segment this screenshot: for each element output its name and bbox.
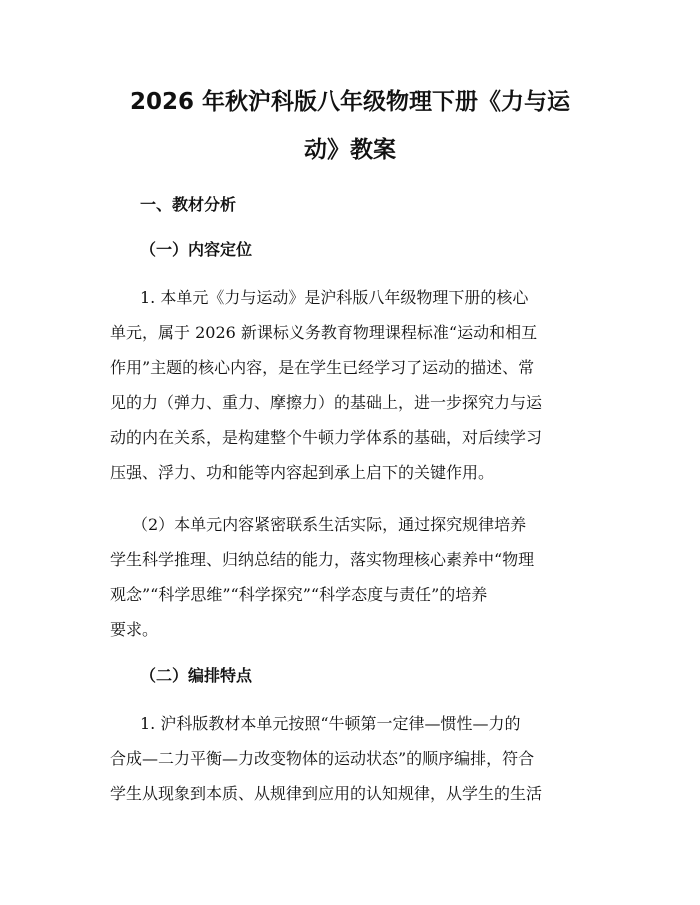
paragraph-3-line: 合成—二力平衡—力改变物体的运动状态”的顺序编排，符合 <box>110 749 535 768</box>
paragraph-1-line: 动的内在关系，是构建整个牛顿力学体系的基础，对后续学习 <box>110 428 543 447</box>
paragraph-3-line: 1. 沪科版教材本单元按照“牛顿第一定律—惯性—力的 <box>140 714 521 733</box>
paragraph-3-line: 学生从现象到本质、从规律到应用的认知规律，从学生的生活 <box>110 784 543 803</box>
paragraph-2-line: 学生科学推理、归纳总结的能力，落实物理核心素养中“物理 <box>110 550 535 569</box>
paragraph-1-line: 压强、浮力、功和能等内容起到承上启下的关键作用。 <box>110 463 495 482</box>
paragraph-1-line: 单元，属于 2026 新课标义务教育物理课程标准“运动和相互 <box>110 323 538 342</box>
document-title-line-2: 动》教案 <box>304 137 396 163</box>
paragraph-2-line: 要求。 <box>110 620 159 639</box>
document-title-line-1: 2026 年秋沪科版八年级物理下册《力与运 <box>129 89 571 115</box>
paragraph-1-line: 作用”主题的核心内容，是在学生已经学习了运动的描述、常 <box>110 358 535 377</box>
subsection-heading-layout-features: （二）编排特点 <box>140 666 253 685</box>
paragraph-2 <box>110 507 590 647</box>
paragraph-3 <box>110 706 590 811</box>
paragraph-1-line: 1. 本单元《力与运动》是沪科版八年级物理下册的核心 <box>140 288 529 307</box>
paragraph-2-line: 观念”“科学思维”“科学探究”“科学态度与责任”的培养 <box>110 585 488 604</box>
paragraph-1 <box>110 280 590 490</box>
paragraph-2-line: （2）本单元内容紧密联系生活实际，通过探究规律培养 <box>132 515 527 534</box>
paragraph-1-line: 见的力（弹力、重力、摩擦力）的基础上，进一步探究力与运 <box>110 393 543 412</box>
section-heading-textbook-analysis: 一、教材分析 <box>140 195 237 214</box>
subsection-heading-content-positioning: （一）内容定位 <box>140 240 253 259</box>
